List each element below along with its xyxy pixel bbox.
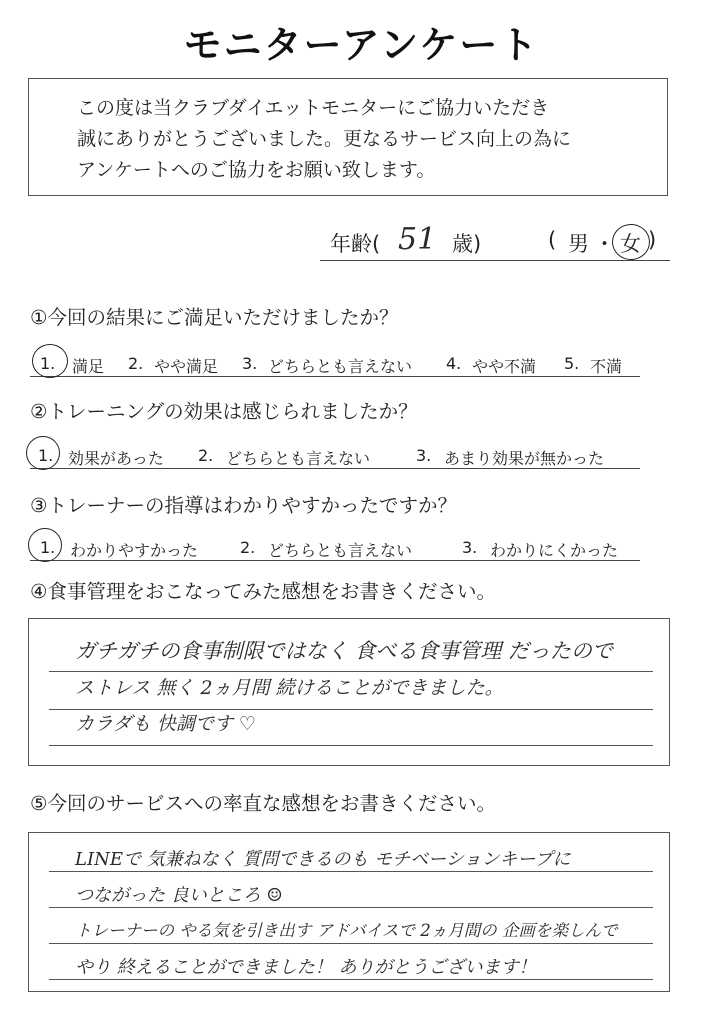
question-1-options	[30, 346, 640, 377]
q3-option-3[interactable]: わかりにくかった	[490, 541, 619, 560]
question-2-options	[30, 438, 640, 469]
intro-box	[28, 78, 668, 196]
q1-option-4-number[interactable]: 4.	[446, 354, 462, 373]
q1-option-2-number[interactable]: 2.	[128, 354, 144, 373]
q5-answer-line-4: やり 終えることができました！ ありがとうございます！	[75, 957, 537, 978]
q5-rule-4	[49, 979, 653, 980]
q4-answer-line-3: カラダも 快調です ♡	[75, 713, 256, 735]
q2-option-2-number[interactable]: 2.	[198, 446, 214, 465]
q5-rule-3	[49, 943, 653, 944]
profile-row	[320, 224, 670, 261]
q1-option-3-number[interactable]: 3.	[242, 354, 258, 373]
q1-option-3[interactable]: どちらとも言えない	[268, 357, 413, 376]
question-5-answer-box[interactable]	[28, 832, 670, 992]
intro-line-3: アンケートへのご協力をお願い致します。	[77, 159, 436, 181]
question-1-label: ①今回の結果にご満足いただけましたか？	[30, 306, 399, 329]
q2-option-1[interactable]: 効果があった	[68, 449, 164, 468]
q3-option-2-number[interactable]: 2.	[240, 538, 256, 557]
age-unit: 歳)	[452, 232, 482, 256]
q5-rule-1	[49, 871, 653, 872]
q2-option-2[interactable]: どちらとも言えない	[226, 449, 371, 468]
gender-open-paren: (	[548, 228, 557, 252]
question-4-answer-box[interactable]	[28, 618, 670, 766]
q3-selected-circle	[28, 528, 62, 562]
q1-option-5[interactable]: 不満	[590, 357, 623, 376]
q3-option-1[interactable]: わかりやすかった	[70, 541, 199, 560]
q1-option-4[interactable]: やや不満	[472, 357, 537, 376]
intro-line-2: 誠にありがとうございました。更なるサービス向上の為に	[77, 128, 572, 150]
q5-rule-2	[49, 907, 653, 908]
q2-option-3[interactable]: あまり効果が無かった	[444, 449, 605, 468]
q1-selected-circle	[32, 344, 68, 378]
selected-gender-circle	[612, 224, 650, 260]
q1-option-1[interactable]: 満足	[72, 357, 105, 376]
q2-selected-circle	[26, 436, 60, 470]
question-4-label: ④食事管理をおこなってみた感想をお書きください。	[30, 580, 496, 603]
gender-female[interactable]: 女	[620, 232, 641, 256]
q2-option-3-number[interactable]: 3.	[416, 446, 432, 465]
q4-answer-line-2: ストレス 無く 2ヵ月間 続けることができました。	[75, 677, 504, 699]
page-title: モニターアンケート	[183, 23, 540, 67]
gender-dot: ・	[594, 232, 615, 256]
age-label: 年齢(	[330, 232, 381, 256]
question-3-label: ③トレーナーの指導はわかりやすかったですか？	[30, 494, 457, 517]
q4-rule-3	[49, 745, 653, 746]
question-3-options	[30, 530, 640, 561]
question-5-label: ⑤今回のサービスへの率直な感想をお書きください。	[30, 792, 496, 815]
age-value[interactable]: 51	[398, 222, 437, 257]
gender-male[interactable]: 男	[568, 232, 589, 256]
q1-option-2[interactable]: やや満足	[154, 357, 219, 376]
gender-close-paren: )	[648, 228, 657, 252]
q4-answer-line-1: ガチガチの食事制限ではなく 食べる食事管理 だったので	[75, 639, 613, 663]
q4-rule-1	[49, 671, 653, 672]
q1-option-5-number[interactable]: 5.	[564, 354, 580, 373]
q3-option-2[interactable]: どちらとも言えない	[268, 541, 413, 560]
q5-answer-line-3: トレーナーの やる気を引き出す アドバイスで 2ヵ月間の 企画を楽しんで	[75, 921, 618, 940]
q5-answer-line-2: つながった 良いところ ☺	[75, 885, 283, 906]
question-2-label: ②トレーニングの効果は感じられましたか？	[30, 400, 418, 423]
q5-answer-line-1: LINEで 気兼ねなく 質問できるのも モチベーションキープに	[75, 849, 571, 870]
q1-option-1-number[interactable]: 1.	[40, 354, 56, 373]
q2-option-1-number[interactable]: 1.	[38, 446, 54, 465]
q3-option-1-number[interactable]: 1.	[40, 538, 56, 557]
q3-option-3-number[interactable]: 3.	[462, 538, 478, 557]
intro-line-1: この度は当クラブダイエットモニターにご協力いただき	[77, 97, 550, 119]
